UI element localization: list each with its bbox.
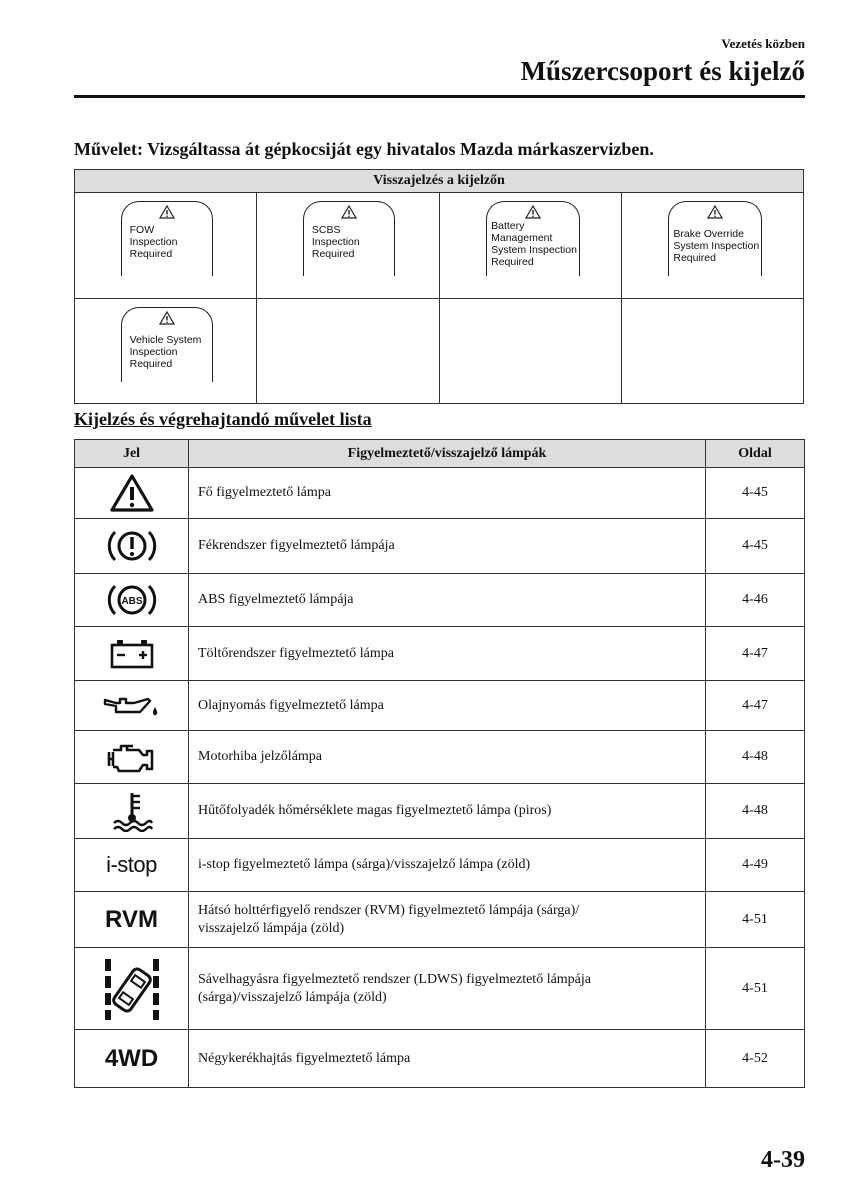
display-message-text: SCBS Inspection Required [311, 224, 360, 261]
display-message-badge [121, 307, 213, 382]
display-cell-empty [439, 298, 621, 403]
column-header-symbol: Jel [75, 440, 189, 468]
display-message-badge [121, 201, 213, 276]
display-cell [257, 193, 439, 298]
lamp-label: Hűtőfolyadék hőmérséklete magas figyelmeztető lámpa (piros) [189, 784, 706, 839]
lamp-label: i-stop figyelmeztető lámpa (sárga)/visszajelző lámpa (zöld) [189, 839, 706, 892]
page-number: 4-39 [761, 1147, 805, 1173]
4wd-icon [75, 1030, 189, 1088]
istop-icon [75, 839, 189, 892]
section-label: Vezetés közben [721, 36, 805, 51]
lamp-label: Hátsó holttérfigyelő rendszer (RVM) figyelmeztető lámpája (sárga)/ visszajelző lámpája (zöld) [189, 892, 706, 948]
table-row [75, 948, 805, 1030]
display-message-badge [486, 201, 580, 276]
table-row [75, 731, 805, 784]
page-ref: 4-48 [706, 731, 805, 784]
warning-triangle-icon [525, 205, 541, 219]
page-ref: 4-52 [706, 1030, 805, 1088]
list-title: Kijelzés és végrehajtandó művelet lista [74, 409, 372, 429]
page-ref: 4-45 [706, 468, 805, 519]
display-cell [75, 298, 257, 403]
column-header-page: Oldal [706, 440, 805, 468]
table-row [75, 468, 805, 519]
lamp-label: ABS figyelmeztető lámpája [189, 574, 706, 627]
action-line: Művelet: Vizsgáltassa át gépkocsiját egy hivatalos Mazda márkaszervizben. [74, 139, 654, 159]
header-divider [74, 95, 805, 98]
warning-triangle-icon [707, 205, 723, 219]
warning-lamp-table [74, 439, 805, 1088]
display-message-text: Brake Override System Inspection Required [673, 228, 760, 265]
warning-triangle-icon [341, 205, 357, 219]
page-title: Műszercsoport és kijelző [520, 56, 805, 86]
table-row [75, 839, 805, 892]
lamp-label: Fő figyelmeztető lámpa [189, 468, 706, 519]
display-cell [621, 193, 803, 298]
svg-text:ABS: ABS [120, 596, 143, 607]
display-table-heading: Visszajelzés a kijelzőn [75, 170, 804, 193]
display-cell [75, 193, 257, 298]
warning-triangle-icon [159, 311, 175, 325]
master-warning-icon [75, 468, 189, 519]
page-ref: 4-47 [706, 627, 805, 681]
display-message-table [74, 169, 804, 404]
lamp-label: Négykerékhajtás figyelmeztető lámpa [189, 1030, 706, 1088]
rvm-icon [75, 892, 189, 948]
lamp-label: Sávelhagyásra figyelmeztető rendszer (LDWS) figyelmeztető lámpája (sárga)/visszajelző lámpája (zöld) [189, 948, 706, 1030]
display-cell [439, 193, 621, 298]
page-ref: 4-51 [706, 948, 805, 1030]
page-ref: 4-48 [706, 784, 805, 839]
abs-warning-icon [75, 574, 189, 627]
rvm-symbol-text: RVM [105, 905, 158, 933]
table-row [75, 1030, 805, 1088]
ldws-icon [75, 948, 189, 1030]
brake-warning-icon [75, 519, 189, 574]
engine-check-icon [75, 731, 189, 784]
table-row [75, 681, 805, 731]
table-row [75, 784, 805, 839]
battery-icon [75, 627, 189, 681]
lamp-label: Motorhiba jelzőlámpa [189, 731, 706, 784]
display-cell-empty [257, 298, 439, 403]
oil-pressure-icon [75, 681, 189, 731]
display-message-text: Vehicle System Inspection Required [129, 333, 202, 370]
column-header-lamp: Figyelmeztető/visszajelző lámpák [189, 440, 706, 468]
display-message-badge [303, 201, 395, 276]
table-row [75, 519, 805, 574]
display-message-text: Battery Management System Inspection Required [491, 220, 577, 269]
page-ref: 4-51 [706, 892, 805, 948]
page-ref: 4-47 [706, 681, 805, 731]
page-ref: 4-46 [706, 574, 805, 627]
lamp-label: Fékrendszer figyelmeztető lámpája [189, 519, 706, 574]
coolant-temp-icon [75, 784, 189, 839]
table-row [75, 892, 805, 948]
4wd-symbol-text: 4WD [104, 1044, 159, 1072]
page-ref: 4-49 [706, 839, 805, 892]
display-cell-empty [621, 298, 803, 403]
istop-symbol-text: i-stop [106, 852, 157, 877]
display-message-badge [668, 201, 762, 276]
lamp-label: Olajnyomás figyelmeztető lámpa [189, 681, 706, 731]
lamp-label: Töltőrendszer figyelmeztető lámpa [189, 627, 706, 681]
table-row [75, 627, 805, 681]
table-row [75, 574, 805, 627]
display-message-text: FOW Inspection Required [129, 224, 178, 261]
warning-triangle-icon [159, 205, 175, 219]
page-ref: 4-45 [706, 519, 805, 574]
